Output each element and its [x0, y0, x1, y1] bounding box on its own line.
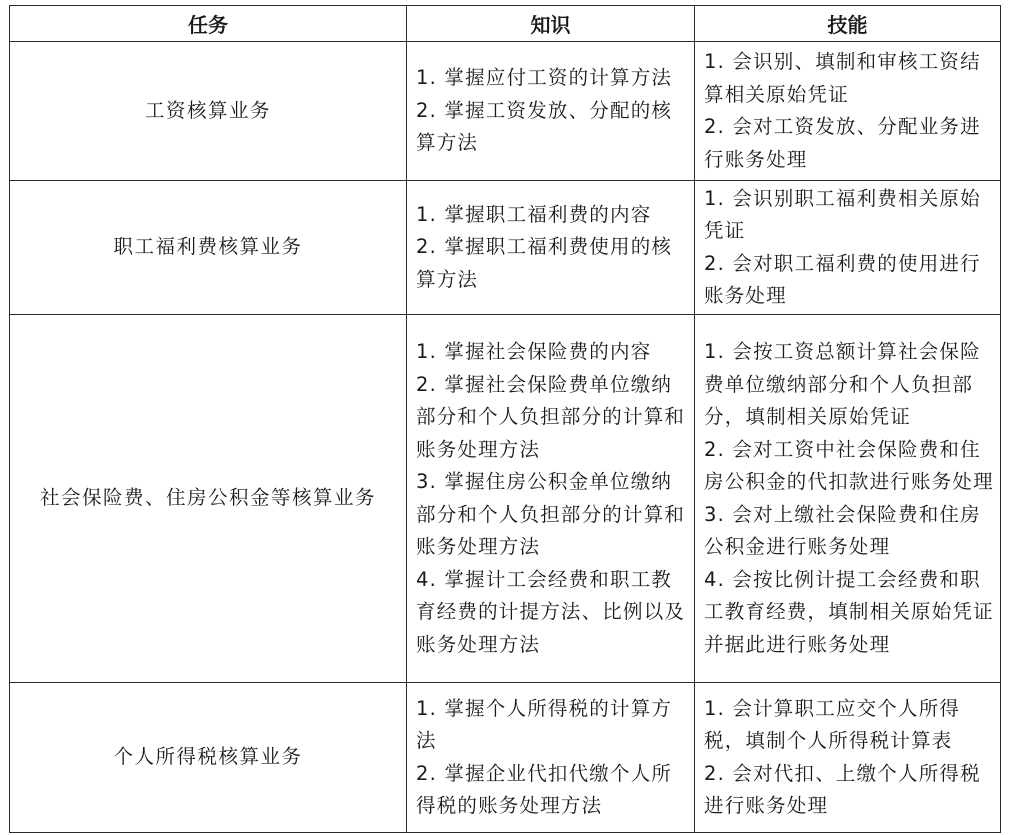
table-row	[10, 683, 1001, 833]
skill-item: 2. 会对代扣、上缴个人所得税进行账务处理	[704, 761, 981, 817]
skills-cell	[695, 315, 1001, 683]
task-knowledge-skill-table	[9, 5, 1001, 833]
knowledge-item: 2. 掌握工资发放、分配的核算方法	[416, 98, 673, 155]
knowledge-item: 1. 掌握职工福利费的内容	[416, 202, 652, 226]
header-knowledge: 知识	[407, 6, 695, 42]
knowledge-cell	[407, 42, 695, 181]
skill-item: 1. 会识别、填制和审核工资结算相关原始凭证	[704, 50, 981, 106]
knowledge-item: 3. 掌握住房公积金单位缴纳部分和个人负担部分的计算和账务处理方法	[416, 470, 686, 558]
skills-cell	[695, 181, 1001, 315]
skill-item: 3. 会对上缴社会保险费和住房公积金进行账务处理	[704, 502, 981, 558]
skill-item: 4. 会按比例计提工会经费和职工教育经费，填制相关原始凭证并据此进行账务处理	[704, 567, 994, 656]
knowledge-cell	[407, 315, 695, 683]
task-cell: 工资核算业务	[10, 42, 407, 181]
header-task: 任务	[10, 6, 407, 42]
table-row	[10, 315, 1001, 683]
skill-item: 1. 会识别职工福利费相关原始凭证	[704, 186, 981, 242]
table-row	[10, 181, 1001, 315]
knowledge-cell	[407, 683, 695, 833]
header-row	[10, 6, 1001, 42]
header-skills: 技能	[695, 6, 1001, 42]
skill-item: 1. 会计算职工应交个人所得税，填制个人所得税计算表	[704, 696, 961, 752]
knowledge-item: 2. 掌握企业代扣代缴个人所得税的账务处理方法	[416, 761, 673, 817]
table-row	[10, 42, 1001, 181]
skill-item: 1. 会按工资总额计算社会保险费单位缴纳部分和个人负担部分，填制相关原始凭证	[704, 340, 981, 428]
skill-item: 2. 会对职工福利费的使用进行账务处理	[704, 251, 981, 307]
task-cell: 社会保险费、住房公积金等核算业务	[10, 315, 407, 683]
skills-cell	[695, 683, 1001, 833]
skill-item: 2. 会对工资中社会保险费和住房公积金的代扣款进行账务处理	[704, 437, 994, 493]
knowledge-item: 2. 掌握社会保险费单位缴纳部分和个人负担部分的计算和账务处理方法	[416, 372, 686, 461]
task-cell: 个人所得税核算业务	[10, 683, 407, 833]
knowledge-item: 2. 掌握职工福利费使用的核算方法	[416, 235, 673, 291]
knowledge-item: 4. 掌握计工会经费和职工教育经费的计提方法、比例以及账务处理方法	[416, 567, 686, 656]
knowledge-item: 1. 掌握个人所得税的计算方法	[416, 696, 673, 752]
skills-cell	[695, 42, 1001, 181]
knowledge-cell	[407, 181, 695, 315]
knowledge-item: 1. 掌握社会保险费的内容	[416, 340, 652, 363]
task-cell: 职工福利费核算业务	[10, 181, 407, 315]
knowledge-item: 1. 掌握应付工资的计算方法	[416, 66, 673, 90]
skill-item: 2. 会对工资发放、分配业务进行账务处理	[704, 115, 981, 171]
